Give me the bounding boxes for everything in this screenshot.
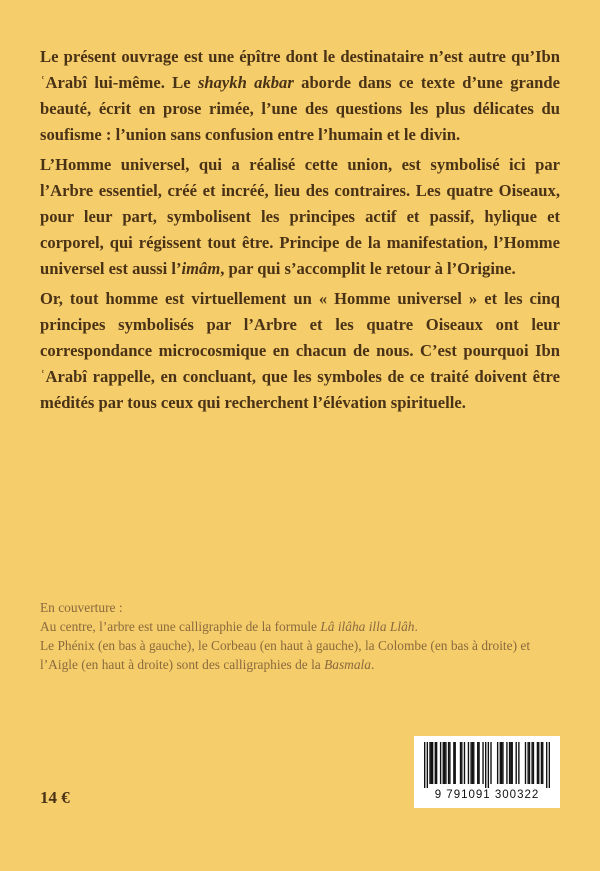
barcode-bar <box>477 742 478 784</box>
italic-term: shaykh akbar <box>197 73 294 92</box>
blurb-paragraph-2: L’Homme universel, qui a réalisé cette union, est symbolisé ici par l’Arbre essentiel, créé et incréé, lieu des contraires. Les quatre Oiseaux, pour leur part, symbolisent les principes actif et passif, hylique et corporel, qui régissent tout être. Principe de la manifestation, l’Homme universel est aussi l’imâm, par qui s’accomplit le retour à l’Origine. <box>40 155 560 278</box>
barcode-bar <box>501 742 502 784</box>
barcode-bar <box>464 742 465 784</box>
barcode-bar <box>473 742 474 784</box>
barcode-bar <box>518 742 519 784</box>
barcode-bar <box>427 742 428 788</box>
barcode-bar <box>542 742 543 784</box>
barcode-bar <box>546 742 547 788</box>
barcode-bar <box>470 742 471 784</box>
barcode-bar <box>529 742 530 784</box>
barcode-bar <box>549 742 550 788</box>
barcode-bar <box>445 742 446 784</box>
blurb <box>40 44 560 420</box>
barcode-bar <box>435 742 436 784</box>
barcode-bar <box>485 742 486 788</box>
barcode-bar <box>533 742 534 784</box>
barcode-bar <box>436 742 437 784</box>
italic-term: imâm <box>181 259 221 278</box>
barcode-bar <box>453 742 454 784</box>
barcode-bar <box>538 742 539 784</box>
barcode-bar <box>527 742 528 784</box>
barcode-bar <box>482 742 483 784</box>
barcode-bar <box>488 742 489 788</box>
blurb-paragraph-3: Or, tout homme est virtuellement un « Homme universel » et les cinq principes symbolisés par l’Arbre et les quatre Oiseaux ont leur correspondance microcosmique en chacun de nous. C’est pourquoi Ibn ʿArabî rappelle, en concluant, que les symboles de ce traité doivent être médités par tous ceux qui recherchent l’élévation spirituelle. <box>40 289 560 412</box>
barcode-bar <box>541 742 542 784</box>
cover-credit-birds: Le Phénix (en bas à gauche), le Corbeau (en haut à gauche), la Colombe (en bas à droite) et l’Aigle (en haut à droite) sont des calligraphies de la Basmala. <box>40 638 531 672</box>
barcode-bar <box>431 742 432 784</box>
isbn-barcode <box>414 736 560 808</box>
barcode-bar <box>429 742 430 784</box>
italic-term: Basmala <box>324 657 371 672</box>
barcode-bar <box>510 742 511 784</box>
barcode-bar <box>468 742 469 784</box>
barcode-bar <box>460 742 461 784</box>
barcode-bar <box>509 742 510 784</box>
blurb-paragraph-1: Le présent ouvrage est une épître dont le destinataire n’est autre qu’Ibn ʿArabî lui-même. Le shaykh akbar aborde dans ce texte d’une grande beauté, écrit en prose rimée, l’une des questions les plus délicates du soufisme : l’union sans confusion entre l’humain et le divin. <box>40 47 560 144</box>
cover-credit-center: Au centre, l’arbre est une calligraphie de la formule Lâ ilâha illa Llâh. <box>40 619 418 634</box>
barcode-bar <box>455 742 456 784</box>
barcode-bar <box>472 742 473 784</box>
barcode-bar <box>432 742 433 784</box>
barcode-bar <box>490 742 491 784</box>
barcode-bar <box>497 742 498 784</box>
barcode-bar <box>424 742 425 788</box>
barcode-bar <box>448 742 449 784</box>
barcode-bar <box>478 742 479 784</box>
barcode-bar <box>444 742 445 784</box>
barcode-bar <box>537 742 538 784</box>
barcode-bar <box>512 742 513 784</box>
price: 14 € <box>40 788 70 807</box>
barcode-bar <box>461 742 462 784</box>
barcode-bars <box>424 742 550 788</box>
barcode-bar <box>500 742 501 784</box>
cover-credit-heading: En couverture : <box>40 600 123 615</box>
cover-credit <box>40 598 560 674</box>
barcode-bar <box>525 742 526 784</box>
barcode-bar <box>502 742 503 784</box>
barcode-bar <box>440 742 441 784</box>
barcode-bar <box>516 742 517 784</box>
italic-term: Lâ ilâha illa Llâh <box>320 619 415 634</box>
barcode-bar <box>443 742 444 784</box>
barcode-bar <box>449 742 450 784</box>
barcode-bar <box>506 742 507 784</box>
isbn-number: 9 791091 300322 <box>434 789 540 801</box>
barcode-bar <box>531 742 532 784</box>
